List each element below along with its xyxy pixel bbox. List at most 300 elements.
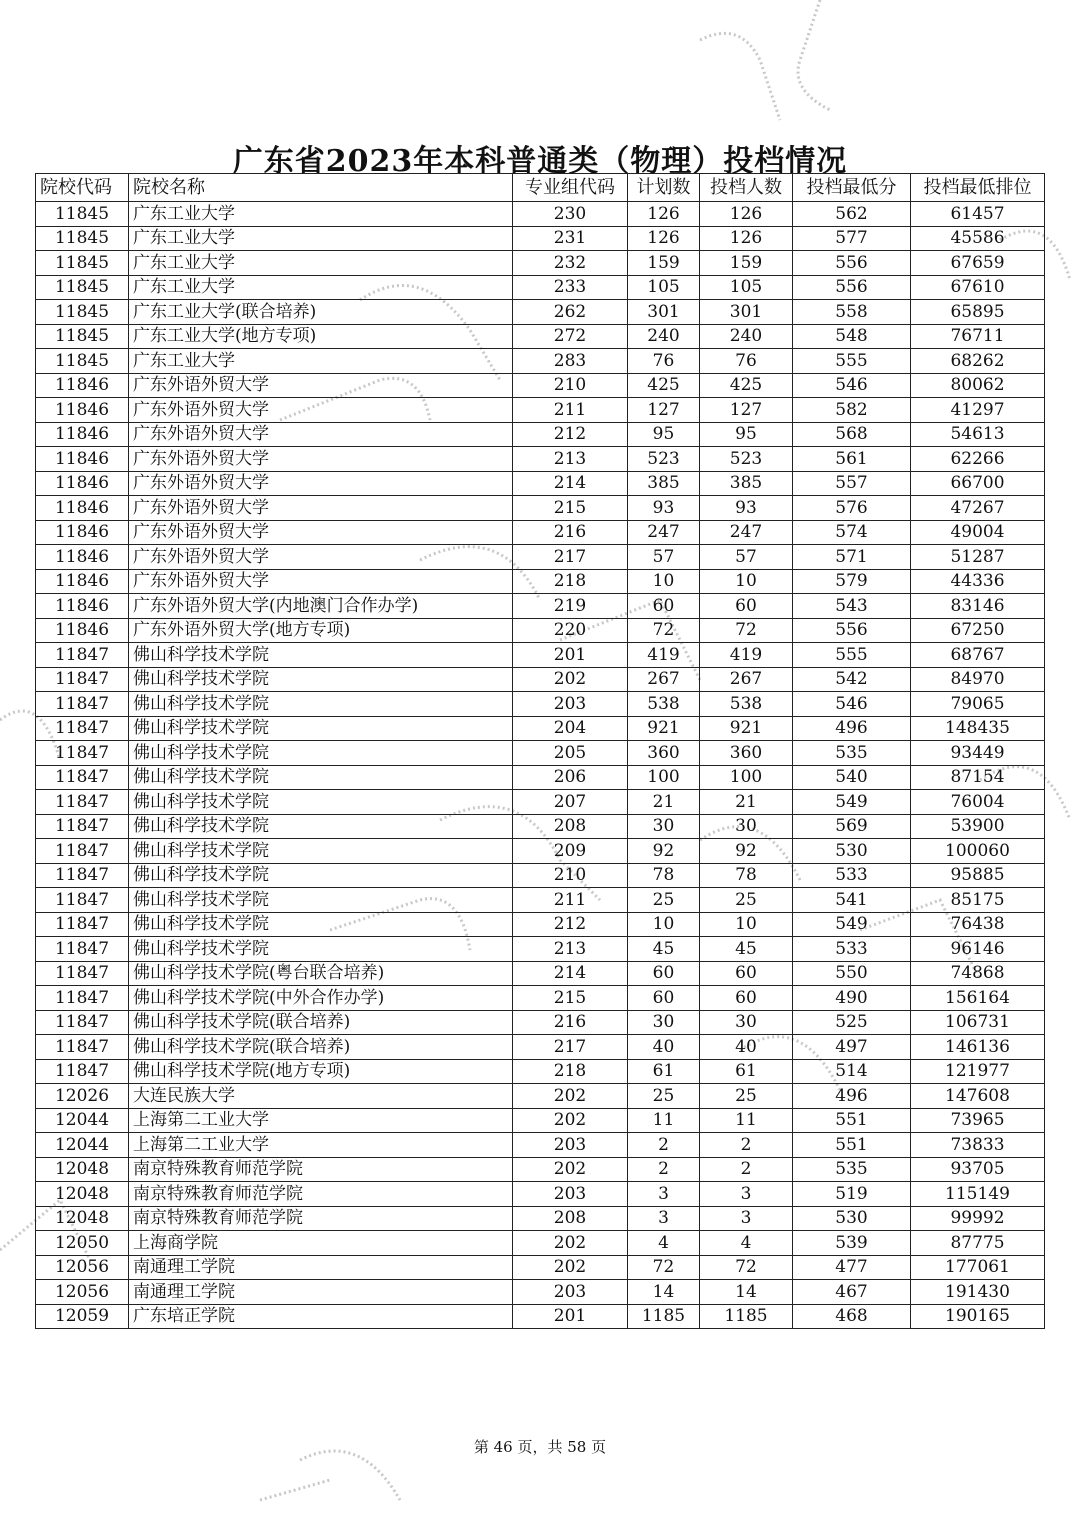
school-name-cell: 南京特殊教育师范学院 (129, 1157, 513, 1182)
plan-count-cell: 360 (628, 741, 700, 766)
table-row (36, 251, 1045, 276)
school-code-cell: 11846 (36, 471, 129, 496)
min-score-cell: 549 (793, 912, 911, 937)
plan-count-cell: 2 (628, 1133, 700, 1158)
school-code-cell: 12048 (36, 1157, 129, 1182)
group-code-cell: 201 (513, 643, 628, 668)
table-row (36, 1035, 1045, 1060)
min-rank-cell: 93705 (911, 1157, 1045, 1182)
school-code-cell: 11847 (36, 765, 129, 790)
admitted-count-cell: 21 (700, 790, 793, 815)
school-name-cell: 广东工业大学(地方专项) (129, 324, 513, 349)
table-row (36, 1059, 1045, 1084)
admitted-count-cell: 60 (700, 594, 793, 619)
min-rank-cell: 73965 (911, 1108, 1045, 1133)
school-name-cell: 上海第二工业大学 (129, 1108, 513, 1133)
group-code-cell: 233 (513, 275, 628, 300)
school-code-cell: 11846 (36, 496, 129, 521)
plan-count-cell: 11 (628, 1108, 700, 1133)
group-code-cell: 214 (513, 471, 628, 496)
plan-count-cell: 4 (628, 1231, 700, 1256)
school-code-cell: 11845 (36, 275, 129, 300)
plan-count-cell: 100 (628, 765, 700, 790)
group-code-cell: 207 (513, 790, 628, 815)
group-code-cell: 211 (513, 888, 628, 913)
min-score-cell: 543 (793, 594, 911, 619)
school-name-cell: 佛山科学技术学院 (129, 839, 513, 864)
min-rank-cell: 100060 (911, 839, 1045, 864)
group-code-cell: 205 (513, 741, 628, 766)
admitted-count-cell: 921 (700, 716, 793, 741)
group-code-cell: 202 (513, 1157, 628, 1182)
table-row (36, 594, 1045, 619)
admitted-count-cell: 30 (700, 1010, 793, 1035)
school-code-cell: 12048 (36, 1182, 129, 1207)
plan-count-cell: 523 (628, 447, 700, 472)
school-name-cell: 广东工业大学 (129, 275, 513, 300)
table-row (36, 398, 1045, 423)
school-code-cell: 12048 (36, 1206, 129, 1231)
plan-count-cell: 60 (628, 594, 700, 619)
school-name-cell: 广东外语外贸大学 (129, 373, 513, 398)
group-code-cell: 212 (513, 912, 628, 937)
school-code-cell: 11847 (36, 888, 129, 913)
school-name-cell: 佛山科学技术学院 (129, 643, 513, 668)
school-code-cell: 11847 (36, 790, 129, 815)
min-score-cell: 497 (793, 1035, 911, 1060)
plan-count-cell: 1185 (628, 1304, 700, 1329)
school-name-cell: 广东外语外贸大学 (129, 471, 513, 496)
school-code-cell: 11845 (36, 202, 129, 227)
school-code-cell: 11847 (36, 692, 129, 717)
col-school-name: 院校名称 (129, 174, 513, 202)
table-row (36, 912, 1045, 937)
table-row (36, 643, 1045, 668)
group-code-cell: 202 (513, 1108, 628, 1133)
school-name-cell: 广东外语外贸大学(内地澳门合作办学) (129, 594, 513, 619)
min-rank-cell: 47267 (911, 496, 1045, 521)
school-name-cell: 佛山科学技术学院 (129, 716, 513, 741)
group-code-cell: 272 (513, 324, 628, 349)
group-code-cell: 204 (513, 716, 628, 741)
min-score-cell: 568 (793, 422, 911, 447)
school-code-cell: 11847 (36, 814, 129, 839)
header-row (36, 174, 1045, 202)
admitted-count-cell: 360 (700, 741, 793, 766)
min-score-cell: 582 (793, 398, 911, 423)
min-rank-cell: 191430 (911, 1280, 1045, 1305)
admitted-count-cell: 10 (700, 569, 793, 594)
group-code-cell: 218 (513, 1059, 628, 1084)
plan-count-cell: 126 (628, 202, 700, 227)
school-code-cell: 11847 (36, 961, 129, 986)
group-code-cell: 203 (513, 1182, 628, 1207)
min-rank-cell: 99992 (911, 1206, 1045, 1231)
min-rank-cell: 68262 (911, 349, 1045, 374)
table-row (36, 716, 1045, 741)
admitted-count-cell: 247 (700, 520, 793, 545)
min-score-cell: 530 (793, 839, 911, 864)
school-code-cell: 11846 (36, 398, 129, 423)
min-score-cell: 525 (793, 1010, 911, 1035)
admitted-count-cell: 57 (700, 545, 793, 570)
plan-count-cell: 61 (628, 1059, 700, 1084)
min-rank-cell: 67250 (911, 618, 1045, 643)
min-score-cell: 546 (793, 373, 911, 398)
table-row (36, 839, 1045, 864)
school-name-cell: 佛山科学技术学院 (129, 888, 513, 913)
group-code-cell: 283 (513, 349, 628, 374)
table-row (36, 765, 1045, 790)
admitted-count-cell: 100 (700, 765, 793, 790)
plan-count-cell: 30 (628, 814, 700, 839)
group-code-cell: 201 (513, 1304, 628, 1329)
min-rank-cell: 49004 (911, 520, 1045, 545)
min-rank-cell: 80062 (911, 373, 1045, 398)
table-row (36, 937, 1045, 962)
min-rank-cell: 74868 (911, 961, 1045, 986)
plan-count-cell: 92 (628, 839, 700, 864)
min-score-cell: 546 (793, 692, 911, 717)
group-code-cell: 202 (513, 1084, 628, 1109)
table-row (36, 618, 1045, 643)
school-code-cell: 12044 (36, 1133, 129, 1158)
school-code-cell: 11845 (36, 300, 129, 325)
page-footer: 第 46 页，共 58 页 (473, 1438, 607, 1456)
min-score-cell: 569 (793, 814, 911, 839)
table-row (36, 447, 1045, 472)
min-score-cell: 540 (793, 765, 911, 790)
min-score-cell: 496 (793, 716, 911, 741)
min-rank-cell: 73833 (911, 1133, 1045, 1158)
school-code-cell: 12026 (36, 1084, 129, 1109)
plan-count-cell: 40 (628, 1035, 700, 1060)
min-score-cell: 549 (793, 790, 911, 815)
group-code-cell: 220 (513, 618, 628, 643)
min-score-cell: 541 (793, 888, 911, 913)
min-rank-cell: 147608 (911, 1084, 1045, 1109)
school-code-cell: 11846 (36, 594, 129, 619)
school-code-cell: 11847 (36, 1059, 129, 1084)
min-rank-cell: 54613 (911, 422, 1045, 447)
admitted-count-cell: 3 (700, 1182, 793, 1207)
admitted-count-cell: 126 (700, 226, 793, 251)
min-score-cell: 579 (793, 569, 911, 594)
group-code-cell: 208 (513, 814, 628, 839)
admitted-count-cell: 267 (700, 667, 793, 692)
col-group-code: 专业组代码 (513, 174, 628, 202)
school-name-cell: 南京特殊教育师范学院 (129, 1206, 513, 1231)
table-row (36, 496, 1045, 521)
school-code-cell: 11845 (36, 226, 129, 251)
table-row (36, 863, 1045, 888)
min-score-cell: 535 (793, 1157, 911, 1182)
admitted-count-cell: 45 (700, 937, 793, 962)
min-rank-cell: 67659 (911, 251, 1045, 276)
table-row (36, 471, 1045, 496)
admission-table (35, 173, 1045, 1329)
admitted-count-cell: 60 (700, 961, 793, 986)
min-score-cell: 548 (793, 324, 911, 349)
plan-count-cell: 419 (628, 643, 700, 668)
admitted-count-cell: 2 (700, 1133, 793, 1158)
min-score-cell: 574 (793, 520, 911, 545)
table-row (36, 373, 1045, 398)
plan-count-cell: 72 (628, 618, 700, 643)
col-plan-count: 计划数 (628, 174, 700, 202)
min-score-cell: 496 (793, 1084, 911, 1109)
min-rank-cell: 177061 (911, 1255, 1045, 1280)
school-name-cell: 佛山科学技术学院(中外合作办学) (129, 986, 513, 1011)
admitted-count-cell: 14 (700, 1280, 793, 1305)
admitted-count-cell: 538 (700, 692, 793, 717)
table-row (36, 1084, 1045, 1109)
school-code-cell: 12050 (36, 1231, 129, 1256)
plan-count-cell: 21 (628, 790, 700, 815)
plan-count-cell: 78 (628, 863, 700, 888)
min-score-cell: 557 (793, 471, 911, 496)
plan-count-cell: 267 (628, 667, 700, 692)
school-name-cell: 广东工业大学 (129, 202, 513, 227)
plan-count-cell: 25 (628, 1084, 700, 1109)
school-name-cell: 广东工业大学 (129, 349, 513, 374)
admitted-count-cell: 105 (700, 275, 793, 300)
min-score-cell: 558 (793, 300, 911, 325)
school-name-cell: 广东培正学院 (129, 1304, 513, 1329)
school-code-cell: 11847 (36, 986, 129, 1011)
school-name-cell: 佛山科学技术学院(地方专项) (129, 1059, 513, 1084)
school-code-cell: 11846 (36, 373, 129, 398)
admitted-count-cell: 93 (700, 496, 793, 521)
school-code-cell: 11846 (36, 422, 129, 447)
table-row (36, 888, 1045, 913)
admitted-count-cell: 72 (700, 1255, 793, 1280)
table-row (36, 275, 1045, 300)
plan-count-cell: 3 (628, 1182, 700, 1207)
plan-count-cell: 30 (628, 1010, 700, 1035)
table-row (36, 692, 1045, 717)
school-name-cell: 佛山科学技术学院 (129, 765, 513, 790)
admitted-count-cell: 95 (700, 422, 793, 447)
group-code-cell: 203 (513, 1133, 628, 1158)
min-rank-cell: 79065 (911, 692, 1045, 717)
min-rank-cell: 76438 (911, 912, 1045, 937)
group-code-cell: 203 (513, 692, 628, 717)
min-rank-cell: 96146 (911, 937, 1045, 962)
min-score-cell: 556 (793, 618, 911, 643)
school-name-cell: 广东外语外贸大学 (129, 447, 513, 472)
school-name-cell: 佛山科学技术学院 (129, 692, 513, 717)
school-code-cell: 11846 (36, 569, 129, 594)
school-name-cell: 佛山科学技术学院 (129, 863, 513, 888)
min-rank-cell: 51287 (911, 545, 1045, 570)
min-rank-cell: 68767 (911, 643, 1045, 668)
group-code-cell: 202 (513, 667, 628, 692)
min-rank-cell: 156164 (911, 986, 1045, 1011)
admitted-count-cell: 25 (700, 1084, 793, 1109)
school-code-cell: 11846 (36, 520, 129, 545)
school-code-cell: 11847 (36, 863, 129, 888)
plan-count-cell: 2 (628, 1157, 700, 1182)
table-body (36, 202, 1045, 1329)
school-code-cell: 11846 (36, 618, 129, 643)
min-rank-cell: 66700 (911, 471, 1045, 496)
school-name-cell: 佛山科学技术学院 (129, 667, 513, 692)
table-row (36, 300, 1045, 325)
admitted-count-cell: 419 (700, 643, 793, 668)
min-score-cell: 571 (793, 545, 911, 570)
school-code-cell: 11847 (36, 937, 129, 962)
admitted-count-cell: 2 (700, 1157, 793, 1182)
school-code-cell: 11847 (36, 741, 129, 766)
table-row (36, 324, 1045, 349)
min-score-cell: 468 (793, 1304, 911, 1329)
group-code-cell: 216 (513, 520, 628, 545)
group-code-cell: 213 (513, 937, 628, 962)
admitted-count-cell: 3 (700, 1206, 793, 1231)
min-rank-cell: 95885 (911, 863, 1045, 888)
group-code-cell: 262 (513, 300, 628, 325)
plan-count-cell: 10 (628, 912, 700, 937)
table-row (36, 1304, 1045, 1329)
plan-count-cell: 25 (628, 888, 700, 913)
plan-count-cell: 14 (628, 1280, 700, 1305)
min-rank-cell: 146136 (911, 1035, 1045, 1060)
col-admitted-count: 投档人数 (700, 174, 793, 202)
admitted-count-cell: 61 (700, 1059, 793, 1084)
school-name-cell: 广东外语外贸大学 (129, 569, 513, 594)
min-score-cell: 530 (793, 1206, 911, 1231)
school-name-cell: 广东外语外贸大学 (129, 520, 513, 545)
admitted-count-cell: 92 (700, 839, 793, 864)
group-code-cell: 214 (513, 961, 628, 986)
school-code-cell: 11847 (36, 839, 129, 864)
min-rank-cell: 87154 (911, 765, 1045, 790)
school-code-cell: 11847 (36, 643, 129, 668)
table-row (36, 1133, 1045, 1158)
admitted-count-cell: 425 (700, 373, 793, 398)
admitted-count-cell: 126 (700, 202, 793, 227)
group-code-cell: 231 (513, 226, 628, 251)
plan-count-cell: 76 (628, 349, 700, 374)
table-row (36, 1206, 1045, 1231)
col-min-score: 投档最低分 (793, 174, 911, 202)
min-rank-cell: 67610 (911, 275, 1045, 300)
min-score-cell: 551 (793, 1108, 911, 1133)
school-code-cell: 12044 (36, 1108, 129, 1133)
table-row (36, 1010, 1045, 1035)
plan-count-cell: 127 (628, 398, 700, 423)
min-score-cell: 556 (793, 275, 911, 300)
table-row (36, 226, 1045, 251)
school-name-cell: 广东外语外贸大学(地方专项) (129, 618, 513, 643)
school-name-cell: 佛山科学技术学院 (129, 814, 513, 839)
min-score-cell: 550 (793, 961, 911, 986)
admitted-count-cell: 40 (700, 1035, 793, 1060)
admitted-count-cell: 4 (700, 1231, 793, 1256)
school-name-cell: 广东外语外贸大学 (129, 422, 513, 447)
min-score-cell: 551 (793, 1133, 911, 1158)
table-row (36, 202, 1045, 227)
admitted-count-cell: 159 (700, 251, 793, 276)
admitted-count-cell: 25 (700, 888, 793, 913)
plan-count-cell: 240 (628, 324, 700, 349)
group-code-cell: 216 (513, 1010, 628, 1035)
table-row (36, 1157, 1045, 1182)
school-name-cell: 佛山科学技术学院 (129, 741, 513, 766)
plan-count-cell: 95 (628, 422, 700, 447)
table-row (36, 520, 1045, 545)
plan-count-cell: 105 (628, 275, 700, 300)
school-code-cell: 11847 (36, 912, 129, 937)
school-name-cell: 广东工业大学 (129, 226, 513, 251)
school-name-cell: 佛山科学技术学院 (129, 912, 513, 937)
group-code-cell: 212 (513, 422, 628, 447)
school-code-cell: 11847 (36, 1035, 129, 1060)
school-code-cell: 12059 (36, 1304, 129, 1329)
min-rank-cell: 41297 (911, 398, 1045, 423)
school-code-cell: 11846 (36, 545, 129, 570)
plan-count-cell: 425 (628, 373, 700, 398)
min-score-cell: 490 (793, 986, 911, 1011)
min-score-cell: 555 (793, 349, 911, 374)
table-row (36, 1280, 1045, 1305)
group-code-cell: 202 (513, 1255, 628, 1280)
plan-count-cell: 301 (628, 300, 700, 325)
min-score-cell: 467 (793, 1280, 911, 1305)
table-row (36, 961, 1045, 986)
table-row (36, 1255, 1045, 1280)
school-name-cell: 上海商学院 (129, 1231, 513, 1256)
min-rank-cell: 84970 (911, 667, 1045, 692)
min-rank-cell: 45586 (911, 226, 1045, 251)
school-name-cell: 广东外语外贸大学 (129, 496, 513, 521)
min-score-cell: 533 (793, 937, 911, 962)
col-min-rank: 投档最低排位 (911, 174, 1045, 202)
table-row (36, 545, 1045, 570)
table-row (36, 814, 1045, 839)
school-code-cell: 12056 (36, 1280, 129, 1305)
group-code-cell: 202 (513, 1231, 628, 1256)
school-code-cell: 11847 (36, 1010, 129, 1035)
min-score-cell: 561 (793, 447, 911, 472)
min-score-cell: 539 (793, 1231, 911, 1256)
group-code-cell: 206 (513, 765, 628, 790)
min-score-cell: 555 (793, 643, 911, 668)
admitted-count-cell: 76 (700, 349, 793, 374)
school-code-cell: 11845 (36, 349, 129, 374)
group-code-cell: 208 (513, 1206, 628, 1231)
plan-count-cell: 60 (628, 961, 700, 986)
plan-count-cell: 45 (628, 937, 700, 962)
school-code-cell: 11845 (36, 324, 129, 349)
col-school-code: 院校代码 (36, 174, 129, 202)
min-rank-cell: 93449 (911, 741, 1045, 766)
table-row (36, 1182, 1045, 1207)
school-name-cell: 广东工业大学 (129, 251, 513, 276)
table-row (36, 1108, 1045, 1133)
min-rank-cell: 85175 (911, 888, 1045, 913)
min-rank-cell: 115149 (911, 1182, 1045, 1207)
min-score-cell: 514 (793, 1059, 911, 1084)
group-code-cell: 210 (513, 863, 628, 888)
group-code-cell: 203 (513, 1280, 628, 1305)
min-score-cell: 533 (793, 863, 911, 888)
min-rank-cell: 62266 (911, 447, 1045, 472)
plan-count-cell: 3 (628, 1206, 700, 1231)
group-code-cell: 215 (513, 496, 628, 521)
plan-count-cell: 159 (628, 251, 700, 276)
